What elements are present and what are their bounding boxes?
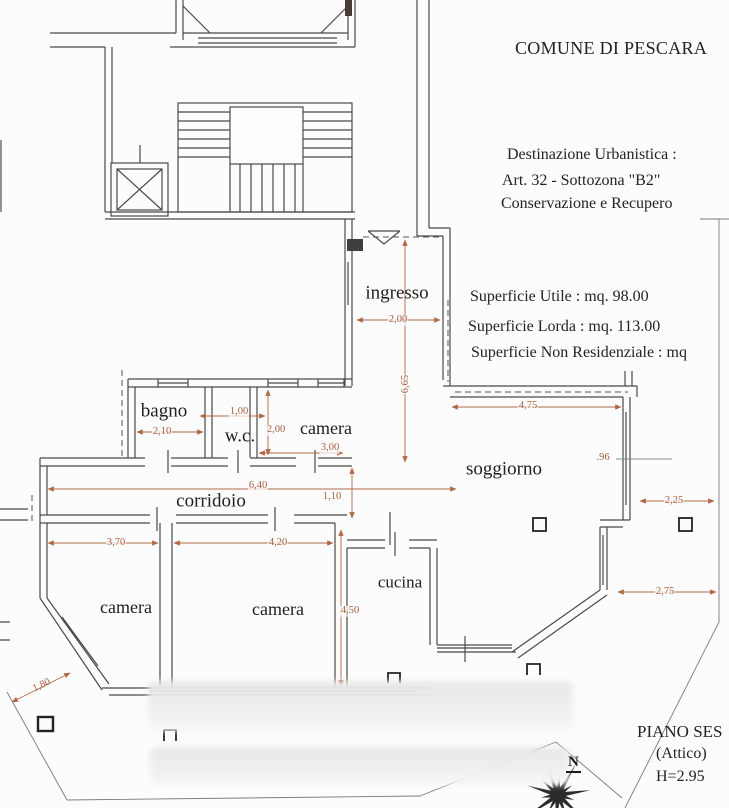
dim-terrace-southeast: 2,75 (655, 585, 675, 597)
dim-corridoio-height: 1,10 (322, 490, 342, 502)
dashed-lines (32, 237, 628, 523)
dim-ingresso-width: 2,00 (388, 313, 408, 325)
north-indicator: N (566, 754, 581, 773)
municipality-title: COMUNE DI PESCARA (515, 38, 708, 58)
zoning-note: Conservazione e Recupero (501, 195, 673, 212)
area-useful: Superficie Utile : mq. 98.00 (470, 288, 649, 305)
room-label-wc: w.c. (224, 425, 256, 447)
room-label-camera-top: camera (300, 418, 352, 438)
area-non-residential: Superficie Non Residenziale : mq (471, 344, 687, 361)
room-label-ingresso: ingresso (365, 282, 429, 304)
dim-soggiorno-width: 4,75 (518, 399, 538, 411)
dim-bagno-width: 2,10 (152, 425, 172, 437)
room-label-camera-left: camera (100, 597, 152, 617)
redacted-strip-2 (150, 747, 570, 785)
dim-camera-left-width: 3,70 (106, 536, 126, 548)
dim-ingresso-height: 6,65 (399, 374, 411, 394)
dim-corridoio-width: 6,40 (248, 479, 268, 491)
redacted-strip-1 (148, 681, 573, 731)
dim-terrace-east: 2,25 (664, 494, 684, 506)
room-label-cucina: cucina (377, 572, 423, 592)
floor-attic: (Attico) (656, 745, 707, 762)
dim-camera-mid-height: 4,50 (340, 604, 360, 616)
floor-height: H=2.95 (656, 768, 705, 785)
dimension-lines (12, 240, 716, 702)
dim-wc-width: 1,00 (229, 405, 249, 417)
zoning-heading: Destinazione Urbanistica : (507, 146, 677, 163)
area-gross: Superficie Lorda : mq. 113.00 (468, 318, 661, 335)
dim-terrace-southwest: 1,80 (31, 676, 53, 695)
floor-name: PIANO SES (637, 722, 723, 741)
room-label-corridoio: corridoio (176, 490, 246, 512)
room-label-bagno: bagno (140, 400, 188, 422)
zoning-article: Art. 32 - Sottozona "B2" (502, 172, 661, 189)
dim-camera-top-height: 2,00 (266, 423, 286, 435)
room-label-camera-mid: camera (252, 599, 304, 619)
dim-window-width: .96 (596, 451, 610, 463)
dim-camera-top-width: 3,00 (320, 441, 340, 453)
dim-camera-mid-width: 4,20 (268, 536, 288, 548)
room-label-soggiorno: soggiorno (466, 458, 542, 480)
